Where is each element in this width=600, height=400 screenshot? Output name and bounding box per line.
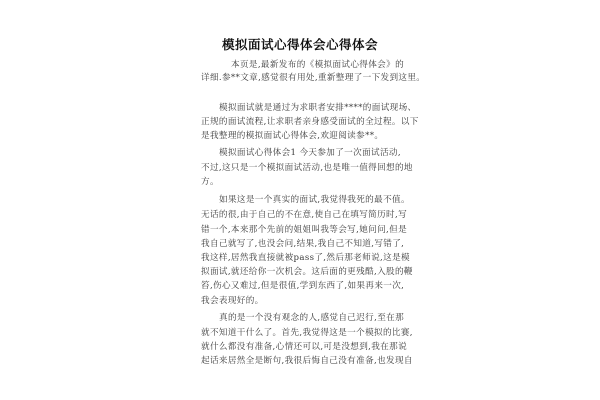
paragraph-line: 不过,这只是一个模拟面试活动,也是唯一值得回想的地 [201,163,413,173]
paragraph-line: 正规的面试流程,让求职者亲身感受面试的全过程。以下 [201,117,419,127]
paragraph-line: 拟面试,就还给你一次机会。这后面的更残酷,入股的鞭 [201,267,413,277]
paragraph-line: 我自己就写了,也没会问,结果,我自己不知道,写错了, [201,239,405,249]
paragraph-line: 我会表现好的。 [201,296,264,306]
paragraph-line: 笞,伤心又难过,但是很值,学到东西了,如果再来一次, [201,281,405,291]
paragraph-line: 详细.参**文章,感觉很有用处,重新整理了一下发到这里。 [201,73,426,83]
paragraph-line: 错一个,本来那个先前的姐姐叫我等会写,她问问,但是 [201,225,408,235]
paragraph-line: 起话来居然全是断句,我很后悔自己没有准备,也发现自 [201,356,413,366]
paragraph-line: 无话的很,由于自己的不在意,使自己在填写简历时,写 [201,210,408,220]
paragraph-line: 方。 [201,177,219,187]
paragraph-line: 模拟面试心得体会1 今天参加了一次面试活动, [219,148,401,158]
paragraph-line: 就不知道干什么了。首先,我觉得这是一个模拟的比赛, [201,328,413,338]
paragraph-line: 模拟面试就是通过为求职者安排****的面试现场、 [219,103,417,113]
document-title: 模拟面试心得体会心得体会 [221,37,378,52]
paragraph-line: 是我整理的模拟面试心得体会,欢迎阅读参**。 [201,131,384,141]
paragraph-line: 本页是,最新发布的《模拟面试心得体会》的 [231,60,405,70]
paragraph-line: 真的是一个没有观念的人,感觉自己迟行,至在那 [219,313,405,323]
paragraph-line: 就什么都没有准备,心情还可以,可是没想到,我在那说 [201,342,408,352]
paragraph-line: 我这样,居然我直接就被pass了,然后那老师说,这是模 [201,253,410,263]
paragraph-line: 如果这是一个真实的面试,我觉得我死的最不值。 [219,195,410,205]
